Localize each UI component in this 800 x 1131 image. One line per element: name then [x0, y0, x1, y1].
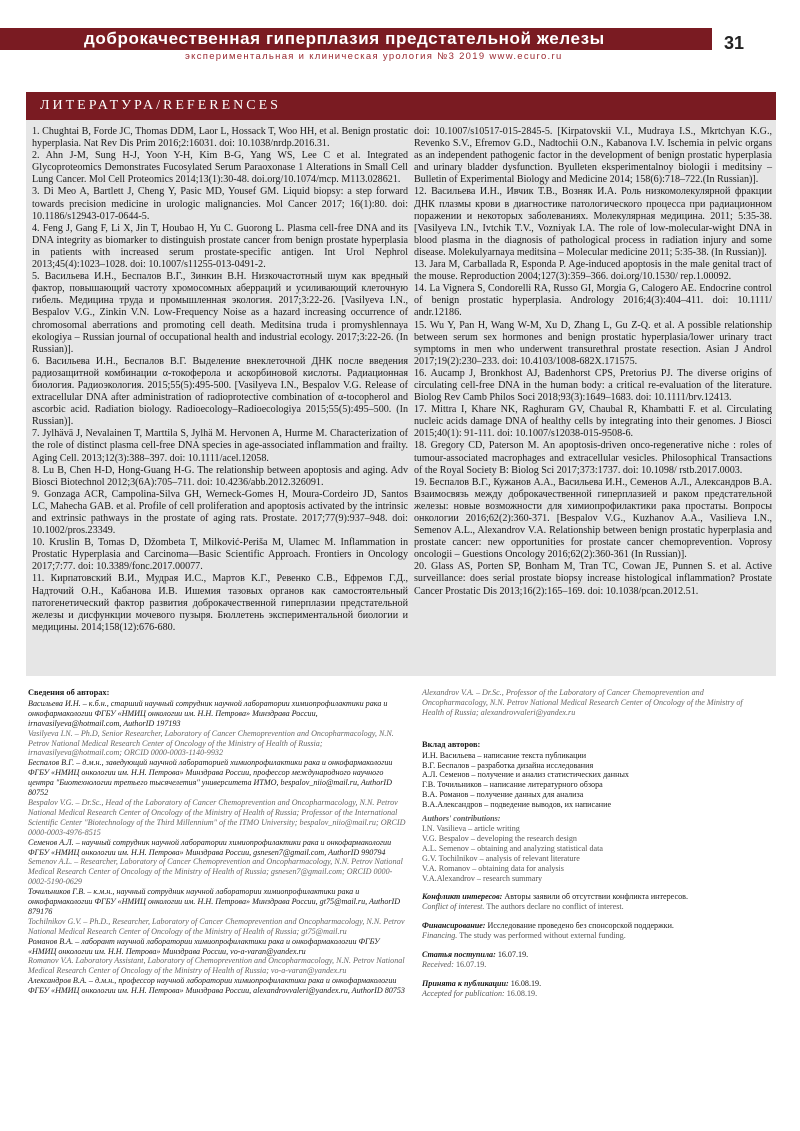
- contribution-item-en: V.G. Bespalov – developing the research design: [422, 833, 577, 843]
- received-date-en: 16.07.19.: [455, 959, 487, 969]
- received-date: 16.07.19.: [497, 950, 529, 960]
- reference-item: 6. Васильева И.Н., Беспалов В.Г. Выделение внеклеточной ДНК после введения радиозащитной комбинации α-токоферола и аскорбиновой кислоты. Радиационная биология. Радиоэкология. 2015;55(5):495-500. [Vasilyeva I.N., Bespalov V.G. Release of extracellular DNA after administration of radioprotective combination of α-tocopherol and ascorbic acid. Radiation biology. Radioecology–Radioecologiya 2015;55(5):495–500. (In Russian)].: [32, 355, 408, 428]
- accepted-en: [422, 989, 762, 999]
- author-ru: Васильева И.Н. – к.б.н., старший научный сотрудник научной лаборатории химиопрофилактики рака и онкофармакологии ФГБУ «НМИЦ онкологии им. Н.Н. Петрова» Минздрава России, irnavasilyeva@hotmail.com, AuthorID 197193: [28, 698, 388, 728]
- reference-item: 14. La Vignera S, Condorelli RA, Russo GI, Morgia G, Calogero AE. Endocrine control of benign prostatic hyperplasia. Andrology 2016;4(3):404–411. doi: 10.1111/ andr.12186.: [414, 283, 772, 319]
- accepted-ru: [422, 979, 762, 989]
- contribution-item-en: V.A.Alexandrov – research summary: [422, 873, 543, 883]
- reference-item: 7. Jylhävä J, Nevalainen T, Marttila S, Jylhä M. Hervonen A, Hurme M. Characterization of the role of distinct plasma cell-free DNA species in age-associated inflammation and frailty. Aging Cell. 2013;12(3):388–397. doi: 10.1111/acel.12058.: [32, 428, 408, 464]
- accepted-label: Принята к публикации:: [422, 978, 509, 988]
- funding-en: [422, 931, 762, 941]
- contribution-item: И.Н. Васильева – написание текста публикации: [422, 750, 587, 760]
- reference-item: doi: 10.1007/s10517-015-2845-5. [Kirpatovskii V.I., Mudraya I.S., Mkrtchyan K.G., Revenko S.V., Efremov G.D., Nadtochii O.N., Kabanova I.V. Ischemia in pelvic organs as an independent pathogenic factor in the development of benign prostatic hyperplasia and urinary bladder dysfunction. Byulleten eksperimentalnoy biologii i meditsiny – Bulletin of Experimental Biology and Medicine 2014; 158(6):718–722.(In Russian)].: [414, 126, 772, 186]
- received-en: [422, 960, 762, 970]
- conflict-ru: [422, 892, 762, 902]
- contribution-item: В.Г. Беспалов – разработка дизайна исследования: [422, 760, 594, 770]
- contribution-item-en: V.A. Romanov – obtaining data for analysis: [422, 863, 564, 873]
- reference-item: 19. Беспалов В.Г., Кужанов А.А., Васильева И.Н., Семенов А.Л., Александров В.А. Взаимосвязь между доброкачественной гиперплазией и раком предстательной железы: новые возможности для химиопрофилактики рака простаты. Вопросы онкологии 2016;62(2):360-371. [Bespalov V.G., Kuzhanov A.A., Vasilieva I.N., Semenov A.L., Alexandrov V.A. Relationship between benign prostatic hyperplasia and prostate cancer: new opportunities for prostate cancer chemoprevention. Voprosy oncologii – Guestions Oncology 2016;62(2):360-361 (In Russian)].: [414, 476, 772, 561]
- contribution-item-en: I.N. Vasilieva – article writing: [422, 823, 520, 833]
- funding-text-en: The study was performed without external funding.: [459, 931, 626, 941]
- reference-item: 17. Mittra I, Khare NK, Raghuram GV, Chaubal R, Khambatti F. et al. Circulating nucleic acids damage DNA of healthy cells by integrating into their genomes. J Biosci 2015;40(1): 91-111. doi: 10.1007/s12038-015-9508-6.: [414, 404, 772, 440]
- references-right-column: [414, 126, 772, 598]
- contributions-title: Вклад авторов:: [422, 739, 481, 749]
- reference-item: 9. Gonzaga ACR, Campolina-Silva GH, Werneck-Gomes H, Moura-Cordeiro JD, Santos LC, Mahecha GAB. et al. Profile of cell proliferation and apoptosis activated by the intrinsic and extrinsic pathways in the prostate of aging rats. Prostate. 2017;77(9):937–948. doi: 10.1002/pros.23349.: [32, 488, 408, 537]
- reference-item: 10. Kruslin B, Tomas D, Džombeta T, Milković-Periša M, Ulamec M. Inflammation in Prostatic Hyperplasia and Carcinoma—Basic Scientific Approach. Frontiers in Oncology 2017;7:77. doi: 10.3389/fonc.2017.00077.: [32, 537, 408, 573]
- funding-label-en: Financing.: [422, 931, 458, 941]
- author-en: Tochilnikov G.V. – Ph.D., Researcher, Laboratory of Cancer Chemoprevention and Oncopharmacology, N.N. Petrov National Medical Research Center of Oncology of the Ministry of Health of Russia; gt75@mail.ru: [28, 916, 405, 936]
- contribution-item: А.Л. Семенов – получение и анализ статистических данных: [422, 770, 629, 780]
- author-en: Alexandrov V.A. – Dr.Sc., Professor of the Laboratory of Cancer Chemoprevention and Oncopharmacology, N.N. Petrov National Medical Research Center of Oncology of the Ministry of Health of Russia; alexandrovvaleri@yandex.ru: [422, 688, 743, 717]
- author-ru: Беспалов В.Г. – д.м.н., заведующий научной лабораторией химиопрофилактики рака и онкофармакологии ФГБУ «НМИЦ онкологии им. Н.Н. Петрова» Минздрава России, профессор международного научного центра "Биотехнологии третьего тысячелетия" университета ИТМО, bespalov_niio@mail.ru, AuthorID 80752: [28, 758, 393, 798]
- author-ru: Александров В.А. – д.м.н., профессор научной лаборатории химиопрофилактики рака и онкофармакологии ФГБУ «НМИЦ онкологии им. Н.Н. Петрова» Минздрава России, alexandrovvaleri@yandex.ru, AuthorID 80753: [28, 976, 405, 996]
- references-left-column: [32, 126, 408, 634]
- contribution-item-en: A.L. Semenov – obtaining and analyzing statistical data: [422, 843, 603, 853]
- contribution-item-en: G.V. Tochilnikov – analysis of relevant literature: [422, 853, 580, 863]
- contribution-item: В.А. Романов – получение данных для анализа: [422, 790, 584, 800]
- article-meta: [422, 688, 762, 999]
- author-en: Semenov A.L. – Researcher, Laboratory of Cancer Chemoprevention and Oncopharmacology, N.N. Petrov National Medical Research Center of Oncology of the Ministry of Health of Russia; gsnesen7@gmail.com; ORCID 0000-0002-5190-0629: [28, 857, 403, 887]
- reference-item: 12. Васильева И.Н., Ивчик Т.В., Возняк И.А. Роль низкомолекулярной фракции ДНК плазмы крови в диагностике патологического процесса при радиационном поражении и некоторых заболеваниях. Молекулярная медицина. 2011; 5:35-38. [Vasilyeva I.N., Ivtchik T.V., Vozniyak I.A. The role of low-molecular-wight DNA in blood plasma in the diagnosis of pathological process in radiation injury and some disease. Molekulyarnaya meditsina – Molecular medicine 2011; 5:35-38. (In Russian)].: [414, 186, 772, 258]
- reference-item: 11. Кирпатовский В.И., Мудрая И.С., Мартов К.Г., Ревенко С.В., Ефремов Г.Д., Надточий О.Н., Кабанова И.В. Ишемия тазовых органов как самостоятельный патогенетический фактор развития доброкачественной гиперплазии предстательной железы и дисфункции мочевого пузыря. Бюллетень экспериментальной биологии и медицины. 2014;158(12):676-680.: [32, 573, 408, 633]
- reference-item: 3. Di Meo A, Bartlett J, Cheng Y, Pasic MD, Yousef GM. Liquid biopsy: a step forward towards precision medicine in urologic malignancies. Mol Cancer 2017; 16(1):80. doi: 10.1186/s12943-017-0644-5.: [32, 186, 408, 222]
- conflict-text-en: The authors declare no conflict of interest.: [486, 902, 624, 912]
- author-en: Vasilyeva I.N. – Ph.D, Senior Researcher, Laboratory of Cancer Chemoprevention and Oncopharmacology, N.N. Petrov National Medical Research Center of Oncology of the Ministry of Health of Russia; irnavasilyeva@hotmail.com; ORCID 0000-0003-1140-9932: [28, 728, 394, 758]
- reference-item: 13. Jara M, Carballada R, Esponda P. Age-induced apoptosis in the male genital tract of the mouse. Reproduction 2004;127(3):359–366. doi.org/10.1530/ rep.1.00092.: [414, 259, 772, 283]
- author-ru: Романов В.А. – лаборант научной лаборатории химиопрофилактики рака и онкофармакологии ФГБУ «НМИЦ онкологии им. Н.Н. Петрова» Минздрава России, vo-a-varan@yandex.ru: [28, 936, 380, 956]
- references-title: ЛИТЕРАТУРА/REFERENCES: [40, 98, 281, 113]
- reference-item: 16. Aucamp J, Bronkhost AJ, Badenhorst CPS, Pretorius PJ. The diverse origins of circulating cell-free DNA in the human body: a critical re-evaluation of the literature. Biolog Rev Camb Philos Soci 2018;93(3):1649–1683. doi: 10.1111/brv.12413.: [414, 367, 772, 404]
- conflict-text: Авторы заявили об отсутствии конфликта интересов.: [504, 892, 688, 902]
- reference-item: 15. Wu Y, Pan H, Wang W-M, Xu D, Zhang L, Gu Z-Q. et al. A possible relationship between serum sex hormones and benign prostatic hyperplasia/lower urinary tract symptoms in men who underwent transurethral prostate resection. Asian J Androl 2017;19(2):230–233. doi: 10.4103/1008-682X.171575.: [414, 319, 772, 367]
- page-number: 31: [714, 28, 754, 58]
- journal-section-title: доброкачественная гиперплазия предстательной железы: [84, 29, 605, 48]
- contribution-item: В.А.Александров – подведение выводов, их написание: [422, 800, 612, 810]
- received-label-en: Received:: [422, 959, 454, 969]
- received-label: Статья поступила:: [422, 950, 496, 960]
- conflict-en: [422, 902, 762, 912]
- accepted-date-en: 16.08.19.: [506, 988, 538, 998]
- journal-subtitle: экспериментальная и клиническая урология №3 2019 www.ecuro.ru: [185, 51, 563, 62]
- reference-item: 18. Gregory CD, Paterson M. An apoptosis-driven onco-regenerative niche : roles of tumour-associated macrophages and extracellular vesicles. Philosophical Transactions of the Royal Society B: Biolog Sci 2017;373:1737. doi: 10.1098/ rstb.2017.0003.: [414, 440, 772, 476]
- funding-ru: [422, 921, 762, 931]
- received-ru: [422, 950, 762, 960]
- funding-text: Исследование проведено без спонсорской поддержки.: [487, 921, 674, 931]
- reference-item: 4. Feng J, Gang F, Li X, Jin T, Houbao H, Yu C. Guorong L. Plasma cell-free DNA and its DNA integrity as biomarker to distinguish prostate cancer from benign prostate hyperplasia in patients with increased serum prostate-specific antigen. Int Urol Nephrol 2013;45(4):1023–1028. doi: 10.1007/s11255-013-0491-2.: [32, 222, 408, 271]
- authors-info: [28, 688, 408, 996]
- conflict-label-en: Conflict of interest.: [422, 902, 485, 912]
- accepted-label-en: Accepted for publication:: [422, 988, 505, 998]
- author-ru: Точильников Г.В. – к.м.н., научный сотрудник научной лаборатории химиопрофилактики рака и онкофармакологии ФГБУ «НМИЦ онкологии им. Н.Н. Петрова» Минздрава России, gt75@mail.ru, AuthorID 879176: [28, 887, 401, 916]
- reference-item: 2. Ahn J-M, Sung H-J, Yoon Y-H, Kim B-G, Yang WS, Lee C et al. Integrated Glycoproteomics Demonstrates Fucosylated Serum Paraoxonase 1 Alterations in Small Cell Lung Cancer. Mol Cell Proteomics 2014;13(1):30-48. doi.org/10.1074/mcp. M113.028621.: [32, 150, 408, 186]
- author-en: Bespalov V.G. – Dr.Sc., Head of the Laboratory of Cancer Chemoprevention and Oncopharmacology, N.N. Petrov National Medical Research Center of Oncology of the Ministry of Health of Russia; Professor of the International Scientific Center "Biotechnology of the Third Millennium" of the ITMO University; bespalov_niio@mail.ru; ORCID 0000-0003-4976-8515: [28, 797, 406, 837]
- reference-item: 5. Васильева И.Н., Беспалов В.Г., Зинкин В.Н. Низкочастотный шум как вредный фактор, повышающий частоту хромосомных аберраций и усиливающий клеточную гибель. Медицина труда и промышленная экология. 2017;3:22-26. [Vasilyeva I.N., Bespalov V.G., Zinkin V.N. Low-Frequency Noise as a hazard increasing occurrence of chromosomal aberrations and promoting cell death. Meditsina truda i promyshlennaya ekologiya – Russian journal of occupational health and industrial ecology. 2017;3:22-26. (In Russian)].: [32, 271, 408, 355]
- author-ru: Семенов А.Л. – научный сотрудник научной лаборатории химиопрофилактики рака и онкофармакологии ФГБУ «НМИЦ онкологии им. Н.Н. Петрова» Минздрава России, gsnesen7@gmail.com, AuthorID 990794: [28, 837, 392, 857]
- conflict-label: Конфликт интересов:: [422, 892, 503, 902]
- author-en: Romanov V.A. Laboratory Assistant, Laboratory of Chemoprevention and Oncopharmacology, N.N. Petrov National Medical Research Center of Oncology of the Ministry of Health of Russia; vo-a-varan@yandex.ru: [28, 956, 405, 976]
- contribution-item: Г.В. Точильников – написание литературного обзора: [422, 780, 603, 790]
- contributions-title-en: Authors' contributions:: [422, 814, 501, 824]
- reference-item: 8. Lu B, Chen H-D, Hong-Guang H-G. The relationship between apoptosis and aging. Adv Biosci Biotechnol 2012;3(6A):705–711. doi: 10.4236/abb.2012.326091.: [32, 464, 408, 488]
- accepted-date: 16.08.19.: [510, 978, 542, 988]
- authors-title: Сведения об авторах:: [28, 688, 110, 697]
- reference-item: 20. Glass AS, Porten SP, Bonham M, Tran TC, Cowan JE, Punnen S. et al. Active surveillance: does serial prostate biopsy increase histological inflammation? Prostate Cancer Prostatic Dis 2013;16(2):165–169. doi: 10.1038/pcan.2012.51.: [414, 561, 772, 597]
- reference-item: 1. Chughtai B, Forde JC, Thomas DDM, Laor L, Hossack T, Woo HH, et al. Benign prostatic hyperplasia. Nat Rev Dis Prim 2016;2:16031. doi: 10.1038/nrdp.2016.31.: [32, 126, 408, 150]
- funding-label: Финансирование:: [422, 921, 486, 931]
